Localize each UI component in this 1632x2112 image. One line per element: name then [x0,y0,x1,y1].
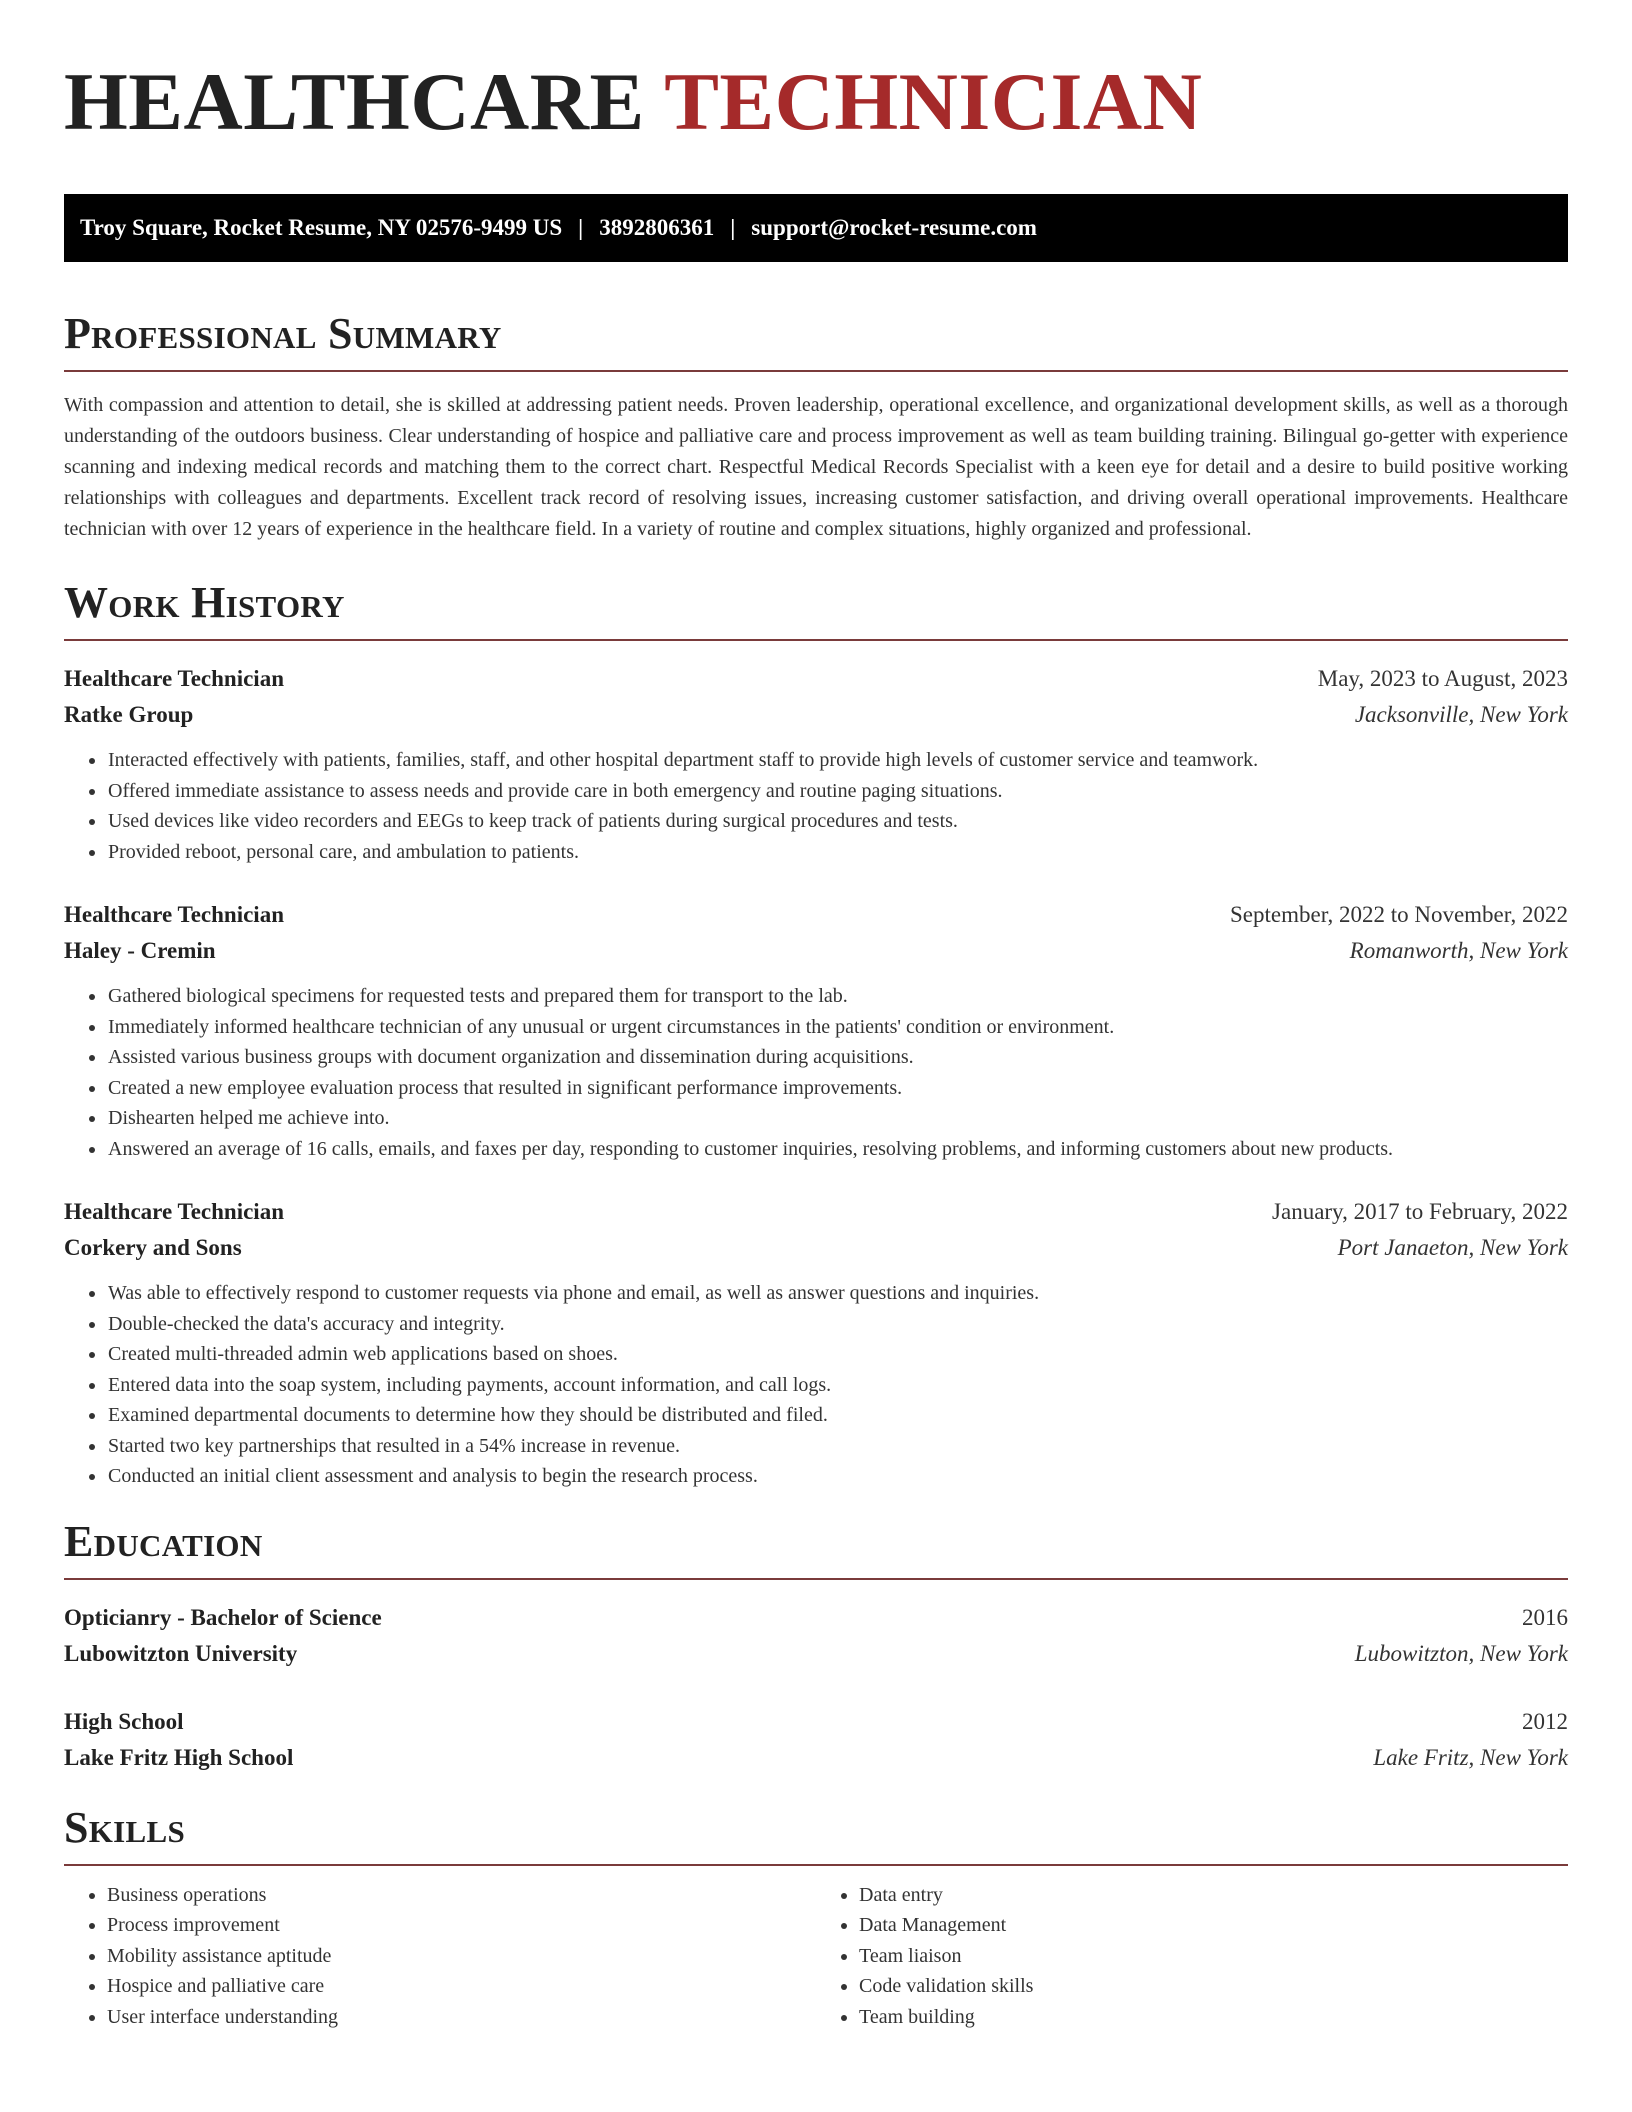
job-bullet: • Examined departmental documents to determine how they should be distributed and filed. [107,1400,1568,1431]
job-bullet: • Assisted various business groups with document organization and dissemination during acquisitions. [107,1042,1568,1073]
job-company: Ratke Group [64,702,194,727]
skills-grid [64,1880,1568,2033]
section-divider [64,1578,1568,1580]
job-dates: September, 2022 to November, 2022 [1230,902,1568,927]
education-degree: High School [64,1708,184,1734]
title-part-2: TECHNICIAN [664,56,1203,147]
education-year: 2012 [1522,1708,1568,1734]
job-role: Healthcare Technician [64,666,284,691]
skills-section [64,1798,1568,2033]
skill-item: • Hospice and palliative care [107,1971,816,2002]
skills-column-left [64,1880,816,2033]
skill-item: • Team liaison [859,1941,1568,1972]
skill-item: • Data entry [859,1880,1568,1911]
resume-title [64,52,1568,152]
skill-item: • Team building [859,2002,1568,2033]
job-bullet: • Answered an average of 16 calls, emails, and faxes per day, responding to customer inquiries, resolving problems, and informing customers about new products. [107,1134,1568,1165]
professional-summary-section [64,304,1568,545]
job-entry [64,897,1568,1164]
skill-item: • Data Management [859,1910,1568,1941]
education-entry [64,1704,1568,1776]
job-bullet: • Offered immediate assistance to assess needs and provide care in both emergency and routine paging situations. [107,776,1568,807]
job-bullet: • Immediately informed healthcare technician of any unusual or urgent circumstances in the patients' condition or environment. [107,1012,1568,1043]
job-bullet: • Provided reboot, personal care, and ambulation to patients. [107,837,1568,868]
section-divider [64,639,1568,641]
job-bullet: • Entered data into the soap system, including payments, account information, and call logs. [107,1370,1568,1401]
section-title-work-history: Work History [64,578,345,627]
job-bullets [64,981,1568,1164]
job-bullet: • Created multi-threaded admin web applications based on shoes. [107,1339,1568,1370]
job-bullet: • Created a new employee evaluation process that resulted in significant performance improvements. [107,1073,1568,1104]
contact-bar [64,194,1568,262]
job-company: Haley - Cremin [64,938,216,963]
skill-item: • Business operations [107,1880,816,1911]
job-bullet: • Used devices like video recorders and EEGs to keep track of patients during surgical procedures and tests. [107,806,1568,837]
job-bullet: • Started two key partnerships that resulted in a 54% increase in revenue. [107,1431,1568,1462]
section-divider [64,1864,1568,1866]
skill-item: • Process improvement [107,1910,816,1941]
education-year: 2016 [1522,1604,1568,1630]
title-part-1: HEALTHCARE [64,56,645,147]
education-school: Lake Fritz High School [64,1744,294,1770]
job-entry [64,661,1568,867]
job-bullet: • Interacted effectively with patients, families, staff, and other hospital department staff to provide high levels of customer service and teamwork. [107,745,1568,776]
job-bullet: • Gathered biological specimens for requested tests and prepared them for transport to the lab. [107,981,1568,1012]
job-bullet: • Was able to effectively respond to customer requests via phone and email, as well as answer questions and inquiries. [107,1278,1568,1309]
education-degree: Opticianry - Bachelor of Science [64,1604,382,1630]
job-entry [64,1194,1568,1492]
job-location: Port Janaeton, New York [1337,1235,1568,1260]
job-role: Healthcare Technician [64,902,284,927]
education-entry [64,1600,1568,1672]
job-role: Healthcare Technician [64,1199,284,1224]
section-title-summary: Professional Summary [64,309,502,358]
section-divider [64,370,1568,372]
job-bullet: • Conducted an initial client assessment and analysis to begin the research process. [107,1461,1568,1492]
education-location: Lake Fritz, New York [1373,1744,1568,1770]
skill-item: • Code validation skills [859,1971,1568,2002]
job-location: Jacksonville, New York [1354,702,1568,727]
section-title-skills: Skills [64,1802,186,1852]
skills-column-right [816,1880,1568,2033]
education-school: Lubowitzton University [64,1640,298,1666]
section-title-education: Education [64,1516,263,1566]
contact-address: Troy Square, Rocket Resume, NY 02576-9499 US [80,215,563,240]
education-section [64,1512,1568,1776]
job-bullet: • Double-checked the data's accuracy and integrity. [107,1309,1568,1340]
summary-text: With compassion and attention to detail, she is skilled at addressing patient needs. Proven leadership, operational excellence, and organizational development skills, as well as a thorough understanding of the outdoors business. Clear understanding of hospice and palliative care and process improvement as well as team building training. Bilingual go-getter with experience scanning and indexing medical records and matching them to the correct chart. Respectful Medical Records Specialist with a keen eye for detail and a desire to build positive working relationships with colleagues and departments. Excellent track record of resolving issues, increasing customer satisfaction, and driving overall operational improvements. Healthcare technician with over 12 years of experience in the healthcare field. In a variety of routine and complex situations, highly organized and professional. [64,394,1568,540]
contact-separator: | [578,215,584,240]
job-dates: May, 2023 to August, 2023 [1317,666,1568,691]
work-history-section [64,573,1568,1492]
contact-phone: 3892806361 [599,215,715,240]
job-bullets [64,745,1568,867]
education-location: Lubowitzton, New York [1354,1640,1568,1666]
job-bullets [64,1278,1568,1492]
contact-separator: | [730,215,736,240]
skill-item: • Mobility assistance aptitude [107,1941,816,1972]
skill-item: • User interface understanding [107,2002,816,2033]
job-company: Corkery and Sons [64,1235,242,1260]
job-bullet: • Dishearten helped me achieve into. [107,1103,1568,1134]
job-location: Romanworth, New York [1349,938,1568,963]
job-dates: January, 2017 to February, 2022 [1272,1199,1568,1224]
contact-email: support@rocket-resume.com [751,215,1037,240]
